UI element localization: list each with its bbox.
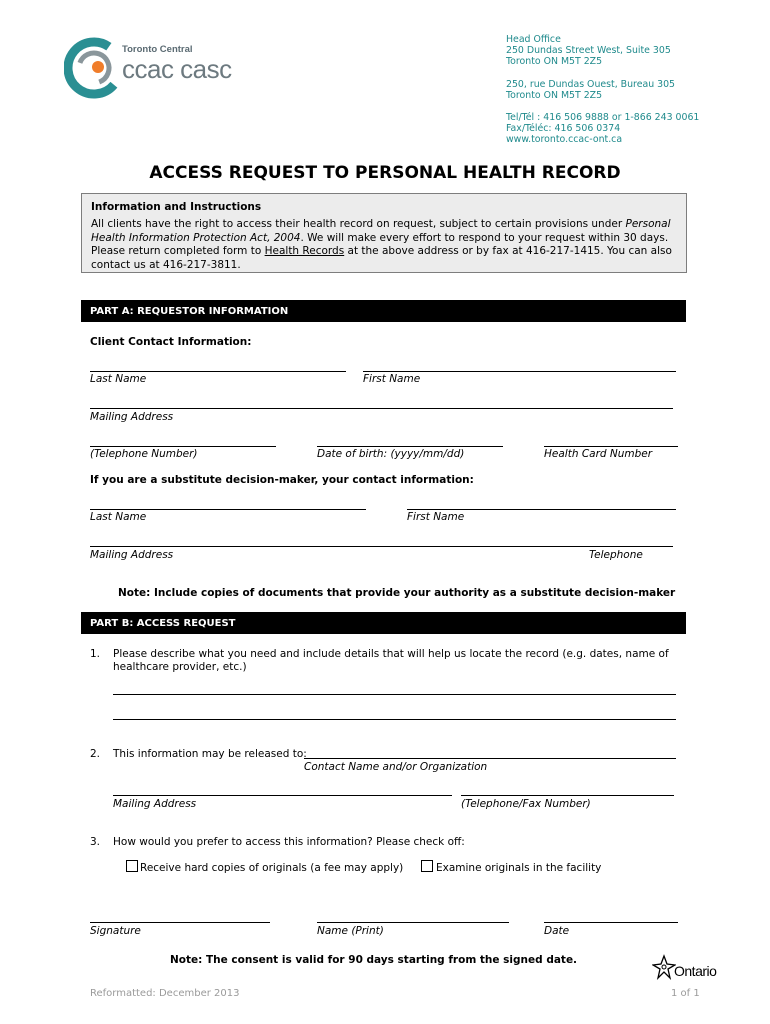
part-b-title: PART B: ACCESS REQUEST (90, 618, 236, 629)
release-mailing-field[interactable] (113, 795, 452, 796)
sub-telephone-label: Telephone (589, 549, 643, 561)
last-name-field[interactable] (90, 371, 346, 372)
office-line: 250, rue Dundas Ouest, Bureau 305 (506, 78, 676, 90)
substitute-label: If you are a substitute decision-maker, your contact information: (90, 474, 474, 486)
info-text-part: at the above address or by fax at 416-217-1415. You can also contact us at 416-217-3811. (91, 245, 672, 271)
office-line: 250 Dundas Street West, Suite 305 (506, 45, 671, 57)
info-text-part: . We will make every effort to respond to your request within 30 days. Please return completed form to (91, 231, 669, 257)
ccac-swirl-icon (64, 34, 124, 104)
telephone-field[interactable] (90, 446, 276, 447)
q1-answer-line-2[interactable] (113, 719, 676, 720)
office-line: Toronto ON M5T 2Z5 (506, 89, 603, 101)
ccac-logo (64, 34, 254, 104)
trillium-icon (652, 954, 676, 980)
substitute-note: Note: Include copies of documents that provide your authority as a substitute decision-maker (118, 587, 676, 599)
info-text-part: All clients have the right to access their health record on request, subject to certain provisions under (91, 218, 626, 230)
ontario-logo (652, 954, 732, 982)
logo-big-text: ccac casc (122, 54, 232, 84)
dob-field[interactable] (317, 446, 503, 447)
sub-first-name-label: First Name (407, 511, 465, 523)
part-a-title: PART A: REQUESTOR INFORMATION (90, 306, 289, 317)
contact-org-label: Contact Name and/or Organization (304, 761, 488, 773)
info-text (91, 218, 676, 272)
hard-copies-label: Receive hard copies of originals (a fee may apply) (140, 862, 404, 874)
q2-text: This information may be released to: (113, 748, 307, 760)
q1-number: 1. (90, 648, 101, 660)
hard-copies-checkbox[interactable] (126, 860, 138, 872)
release-to-field[interactable] (304, 758, 676, 759)
q3-text: How would you prefer to access this information? Please check off: (113, 836, 465, 848)
office-line: Toronto ON M5T 2Z5 (506, 56, 603, 68)
ontario-wordmark: Ontario (674, 963, 717, 979)
info-text-act: Personal Health Information Protection Act, 2004 (91, 218, 671, 244)
last-name-label: Last Name (90, 373, 147, 385)
office-spacer (506, 68, 699, 79)
sub-first-name-field[interactable] (407, 509, 676, 510)
release-telfax-label: (Telephone/Fax Number) (461, 798, 591, 810)
examine-originals-checkbox[interactable] (421, 860, 433, 872)
sub-last-name-label: Last Name (90, 511, 147, 523)
consent-note: Note: The consent is valid for 90 days starting from the signed date. (170, 954, 578, 966)
office-website-link[interactable]: www.toronto.ccac-ont.ca (506, 134, 623, 146)
q2-number: 2. (90, 748, 101, 760)
info-box (81, 193, 687, 273)
release-mailing-label: Mailing Address (113, 798, 197, 810)
office-line: Head Office (506, 34, 561, 45)
office-spacer (506, 101, 699, 112)
dob-label: Date of birth: (yyyy/mm/dd) (317, 448, 465, 460)
name-print-label: Name (Print) (317, 925, 384, 937)
examine-originals-label: Examine originals in the facility (436, 862, 602, 874)
part-b-header (81, 612, 686, 634)
first-name-field[interactable] (363, 371, 676, 372)
date-label: Date (544, 925, 570, 937)
release-telfax-field[interactable] (461, 795, 674, 796)
reformatted-date: Reformatted: December 2013 (90, 988, 240, 999)
first-name-label: First Name (363, 373, 421, 385)
q3-number: 3. (90, 836, 101, 848)
office-line: Fax/Téléc: 416 506 0374 (506, 123, 621, 135)
office-line: Tel/Tél : 416 506 9888 or 1-866 243 0061 (506, 112, 700, 124)
head-office-address (506, 34, 699, 146)
part-a-header (81, 300, 686, 322)
sub-mailing-label: Mailing Address (90, 549, 174, 561)
info-heading: Information and Instructions (91, 201, 262, 213)
signature-field[interactable] (90, 922, 270, 923)
mailing-address-label: Mailing Address (90, 411, 174, 423)
health-card-label: Health Card Number (544, 448, 653, 460)
telephone-label: (Telephone Number) (90, 448, 198, 460)
client-contact-label: Client Contact Information: (90, 336, 252, 348)
mailing-address-field[interactable] (90, 408, 673, 409)
signature-label: Signature (90, 925, 141, 937)
form-title: ACCESS REQUEST TO PERSONAL HEALTH RECORD (149, 163, 621, 183)
logo-small-text: Toronto Central (122, 44, 193, 55)
q1-text: Please describe what you need and include details that will help us locate the record (e.g. dates, name of healthcare provider, etc.) (113, 648, 669, 673)
date-field[interactable] (544, 922, 678, 923)
q1-answer-line-1[interactable] (113, 694, 676, 695)
sub-mailing-field[interactable] (90, 546, 673, 547)
sub-last-name-field[interactable] (90, 509, 366, 510)
name-print-field[interactable] (317, 922, 509, 923)
health-records-link[interactable]: Health Records (264, 245, 345, 257)
page-number: 1 of 1 (671, 988, 700, 999)
health-card-field[interactable] (544, 446, 678, 447)
